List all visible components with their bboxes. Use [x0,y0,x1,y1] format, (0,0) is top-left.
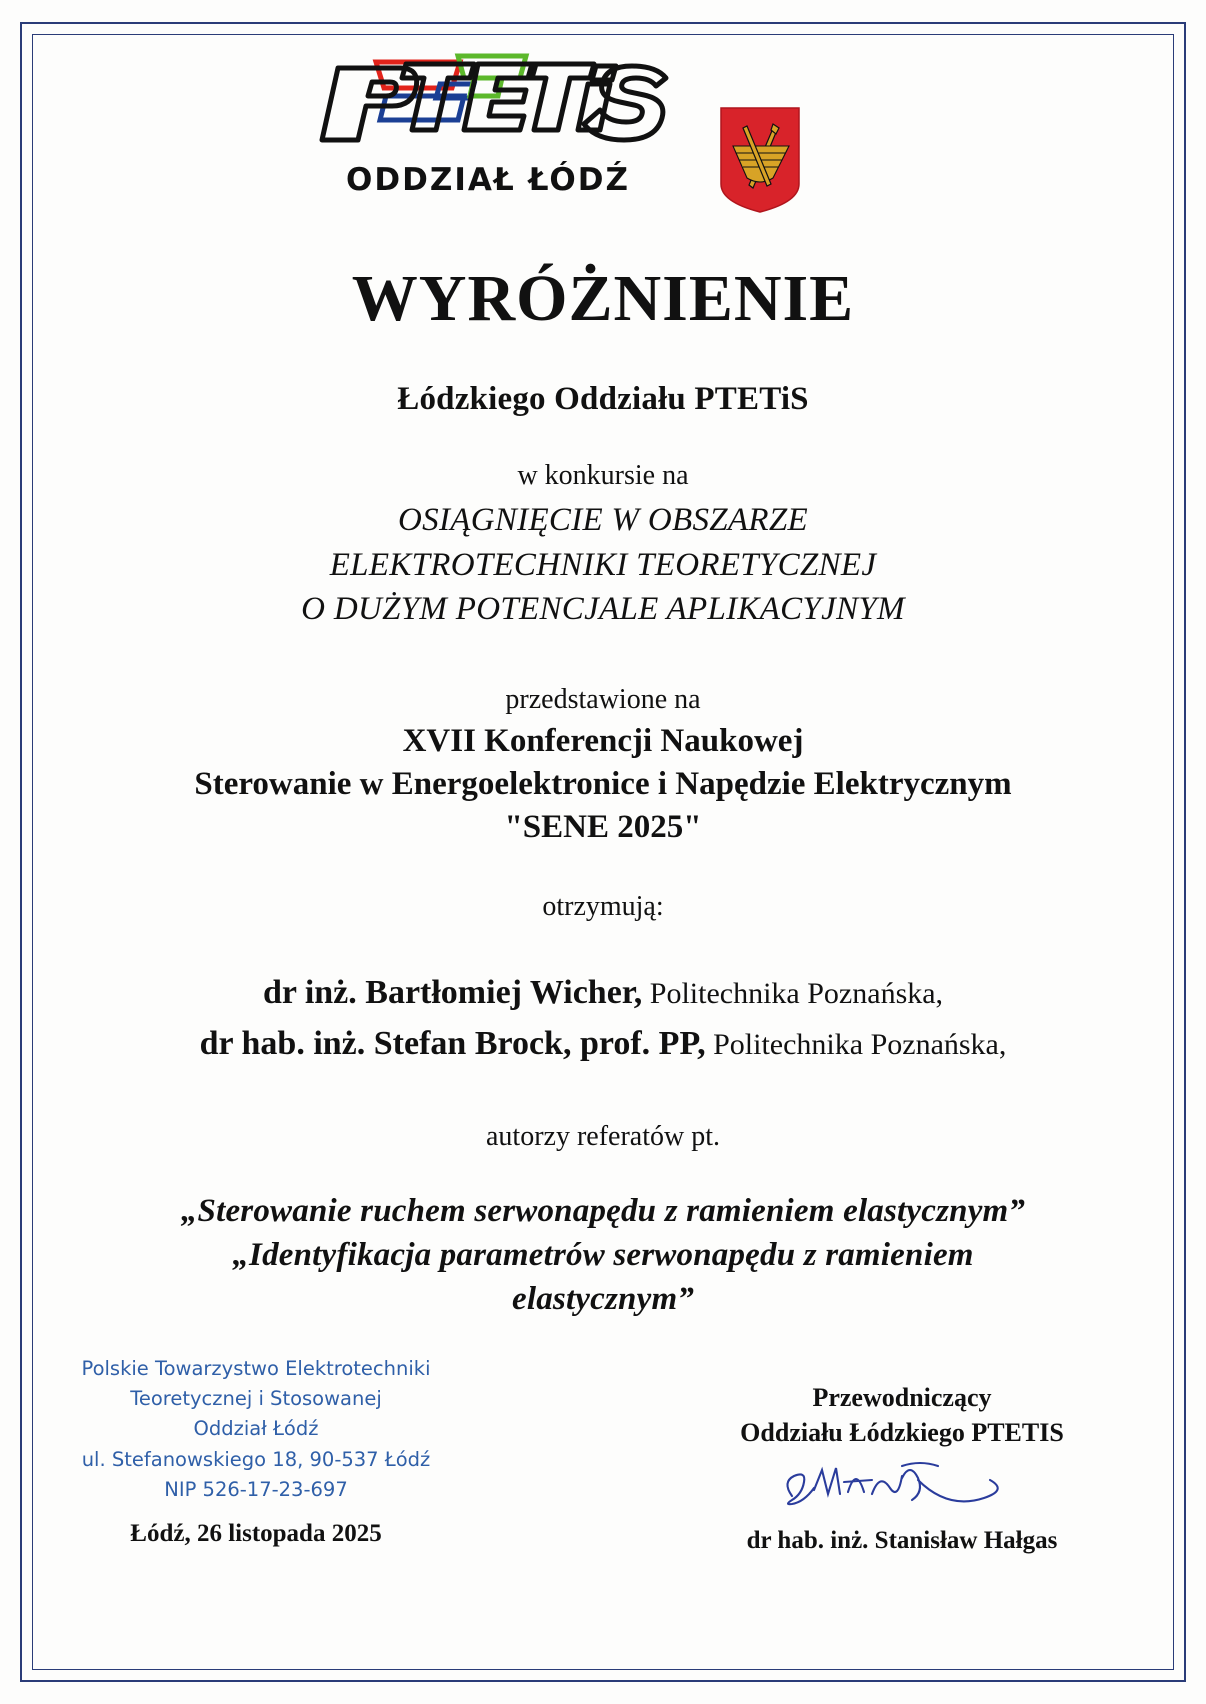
signature-block [692,1380,1112,1555]
conference-line-1: XVII Konferencji Naukowej [402,722,804,759]
signature-name: dr hab. inż. Stanisław Hałgas [746,1527,1058,1555]
society-line-4: ul. Stefanowskiego 18, 90-537 Łódź [81,1447,431,1471]
paper-title-line-1: „Sterowanie ruchem serwonapędu z ramieniem elastycznym” [180,1192,1026,1229]
conference-line-2: Sterowanie w Energoelektronice i Napędzie Elektrycznym [194,765,1012,802]
paper-title-line-2: „Identyfikacja parametrów serwonapędu z ramieniem [232,1236,974,1273]
place-and-date: Łódź, 26 listopada 2025 [130,1520,382,1548]
presented-intro-label: przedstawione na [505,683,701,715]
signature-role [692,1380,1112,1450]
handwritten-signature [752,1454,1052,1520]
certificate-footer [46,1354,1160,1564]
contest-title [46,498,1160,632]
logo-subtitle: ODDZIAŁ ŁÓDŹ [346,162,630,198]
society-line-1: Polskie Towarzystwo Elektrotechniki [81,1357,431,1380]
recipient-name: dr inż. Bartłomiej Wicher, [262,973,643,1011]
signature-role-line-2: Oddziału Łódzkiego PTETIS [740,1418,1064,1448]
recipient-affiliation: Politechnika Poznańska, [649,976,944,1010]
society-line-5: NIP 526-17-23-697 [164,1477,348,1501]
ptetis-logo-icon [288,48,680,154]
certificate-content [46,40,1160,1660]
contest-title-line-1: OSIĄGNIĘCIE W OBSZARZE [398,502,808,539]
contest-title-line-2: ELEKTROTECHNIKI TEORETYCZNEJ [329,546,877,583]
recipients-list [46,967,1160,1069]
lodz-coat-of-arms-icon [719,106,801,214]
paper-title-line-3: elastycznym” [511,1281,695,1318]
papers-intro-label: autorzy referatów pt. [486,1120,720,1152]
contest-title-line-3: O DUŻYM POTENCJALE APLIKACYJNYM [301,591,905,628]
award-title: WYRÓŻNIENIE [351,262,855,335]
contest-intro-label: w konkursie na [517,460,689,492]
recipient-name: dr hab. inż. Stefan Brock, prof. PP, [199,1024,706,1062]
conference-line-3: "SENE 2025" [504,808,702,845]
ptetis-logo-block [288,48,688,198]
society-line-3: Oddział Łódź [193,1417,319,1441]
recipient-row [46,1018,1160,1069]
society-line-2: Teoretycznej i Stosowanej [130,1387,382,1411]
certificate-header [46,40,1160,240]
conference-title [46,720,1160,849]
society-address-block [56,1354,456,1554]
issuing-organization: Łódzkiego Oddziału PTETiS [397,381,809,418]
recipient-row [46,967,1160,1018]
paper-titles [46,1189,1160,1322]
recipient-affiliation: Politechnika Poznańska, [713,1027,1007,1061]
signature-role-line-1: Przewodniczący [812,1383,992,1412]
recipients-intro-label: otrzymują: [542,890,664,922]
